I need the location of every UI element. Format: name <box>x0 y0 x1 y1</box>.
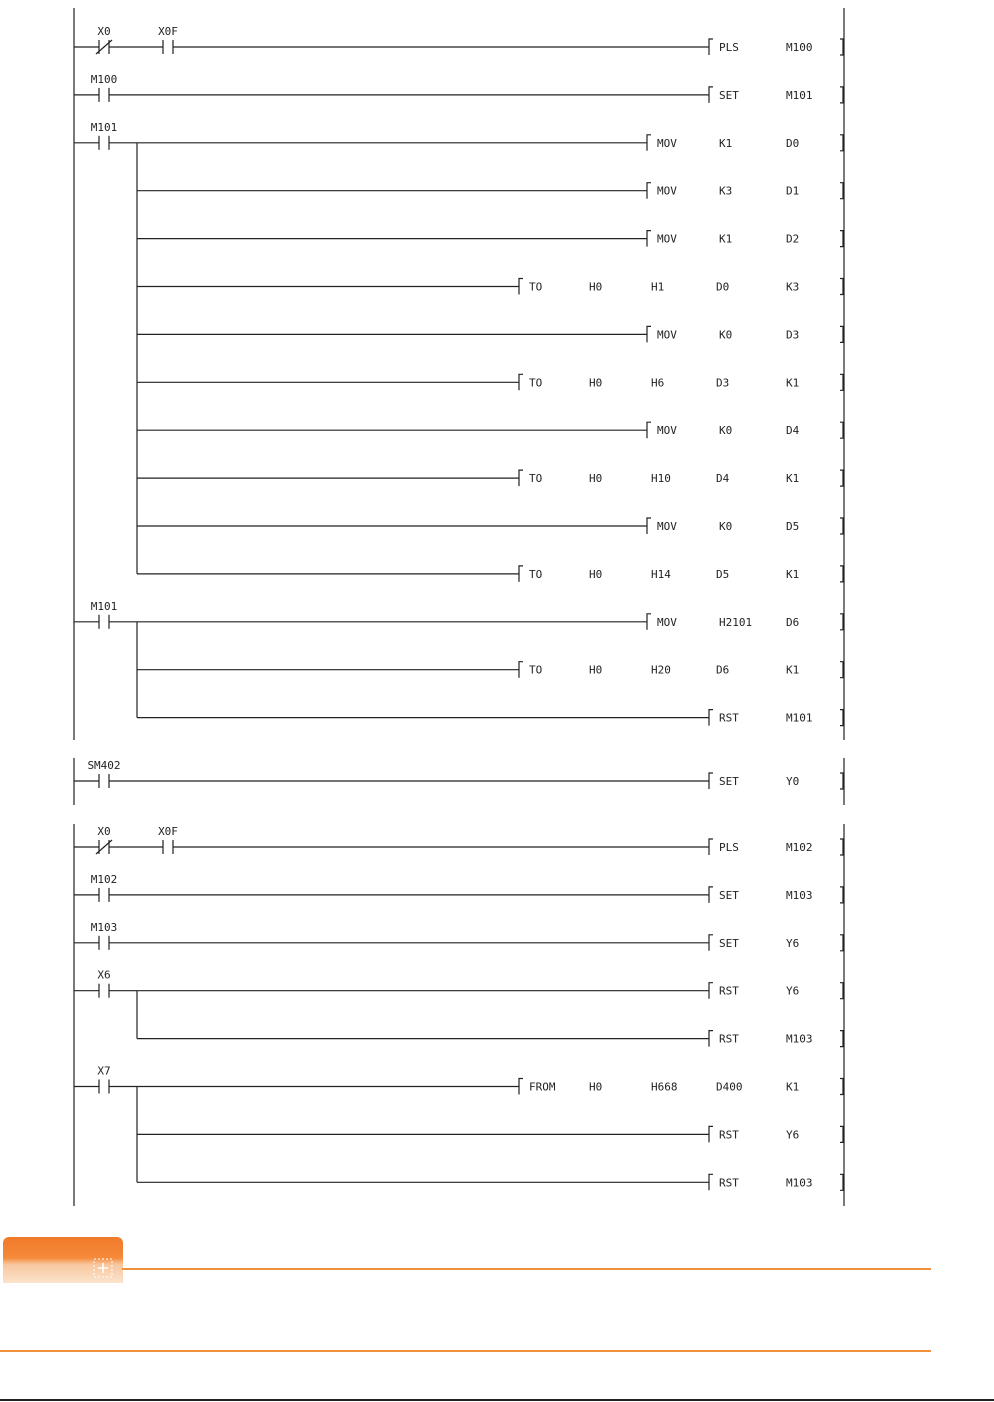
instruction-operand: D2 <box>786 232 800 246</box>
page-footer-rule <box>0 1399 994 1401</box>
instruction-bracket-open <box>519 566 523 582</box>
instruction-operand: D3 <box>786 328 800 342</box>
instruction-mnemonic: TO <box>529 472 543 486</box>
contact-label: X7 <box>97 1064 111 1078</box>
instruction-bracket-open <box>709 1126 713 1142</box>
instruction-bracket-open <box>647 231 651 247</box>
instruction-bracket-close <box>840 773 843 789</box>
instruction-operand: H0 <box>589 1080 603 1094</box>
instruction-operand: D4 <box>716 472 730 486</box>
instruction-bracket-open <box>519 662 523 678</box>
instruction-mnemonic: PLS <box>719 41 739 54</box>
instruction-mnemonic: MOV <box>657 424 677 438</box>
instruction-bracket-close <box>840 422 843 438</box>
instruction-operand: D5 <box>786 520 800 533</box>
instruction-bracket-close <box>840 87 843 103</box>
instruction-operand: D6 <box>716 663 730 677</box>
instruction-operand: M100 <box>786 41 813 54</box>
instruction-bracket-open <box>709 839 713 855</box>
instruction-operand: H0 <box>589 472 603 486</box>
instruction-bracket-close <box>840 935 843 951</box>
instruction-mnemonic: FROM <box>529 1080 556 1094</box>
instruction-mnemonic: MOV <box>657 328 677 342</box>
instruction-bracket-open <box>647 614 651 630</box>
instruction-mnemonic: RST <box>719 1176 739 1190</box>
section-rule-bottom <box>0 1350 931 1352</box>
instruction-mnemonic: TO <box>529 280 543 294</box>
instruction-operand: M103 <box>786 888 813 902</box>
instruction-operand: K3 <box>786 280 800 294</box>
instruction-operand: K1 <box>786 567 800 581</box>
instruction-bracket-close <box>840 983 843 999</box>
contact-label: X0 <box>97 25 111 38</box>
instruction-operand: D400 <box>716 1080 743 1094</box>
instruction-operand: H0 <box>589 567 603 581</box>
instruction-operand: K1 <box>786 472 800 486</box>
instruction-mnemonic: SET <box>719 775 739 788</box>
instruction-mnemonic: MOV <box>657 232 677 246</box>
instruction-operand: H0 <box>589 376 603 390</box>
instruction-bracket-close <box>840 662 843 678</box>
instruction-operand: H14 <box>651 567 671 581</box>
instruction-bracket-close <box>840 1126 843 1142</box>
contact-label: X0 <box>97 825 111 838</box>
instruction-mnemonic: PLS <box>719 841 739 854</box>
instruction-bracket-close <box>840 1031 843 1047</box>
instruction-mnemonic: SET <box>719 936 739 950</box>
instruction-bracket-close <box>840 518 843 534</box>
instruction-bracket-close <box>840 566 843 582</box>
instruction-operand: H2101 <box>719 615 753 629</box>
instruction-mnemonic: TO <box>529 663 543 677</box>
instruction-operand: H6 <box>651 376 665 390</box>
instruction-bracket-close <box>840 887 843 903</box>
section-rule-top <box>122 1268 931 1270</box>
instruction-operand: Y6 <box>786 984 800 998</box>
instruction-operand: D0 <box>786 136 800 150</box>
instruction-operand: K1 <box>786 376 800 390</box>
instruction-bracket-close <box>840 614 843 630</box>
instruction-operand: D0 <box>716 280 730 294</box>
instruction-operand: K1 <box>719 136 733 150</box>
contact-label: SM402 <box>87 759 121 772</box>
instruction-bracket-close <box>840 839 843 855</box>
contact-label: X0F <box>158 25 178 38</box>
instruction-bracket-close <box>840 183 843 199</box>
instruction-mnemonic: TO <box>529 567 543 581</box>
crosshair-icon <box>92 1257 114 1279</box>
instruction-operand: Y6 <box>786 936 800 950</box>
instruction-bracket-open <box>519 279 523 295</box>
instruction-operand: Y0 <box>786 775 800 788</box>
instruction-bracket-open <box>519 1079 523 1095</box>
instruction-operand: H0 <box>589 663 603 677</box>
instruction-bracket-close <box>840 374 843 390</box>
instruction-operand: H668 <box>651 1080 678 1094</box>
instruction-operand: K3 <box>719 184 733 198</box>
contact-label: X0F <box>158 825 178 838</box>
instruction-operand: M101 <box>786 711 813 725</box>
instruction-bracket-open <box>709 1174 713 1190</box>
instruction-operand: M103 <box>786 1032 813 1046</box>
instruction-operand: H0 <box>589 280 603 294</box>
contact-label: M102 <box>90 872 118 886</box>
instruction-operand: M101 <box>786 88 813 102</box>
instruction-bracket-close <box>840 39 843 55</box>
instruction-mnemonic: TO <box>529 376 543 390</box>
instruction-operand: D1 <box>786 184 800 198</box>
instruction-bracket-open <box>709 773 713 789</box>
instruction-operand: H20 <box>651 663 671 677</box>
instruction-bracket-open <box>709 710 713 726</box>
instruction-bracket-close <box>840 1079 843 1095</box>
instruction-mnemonic: RST <box>719 1032 739 1046</box>
instruction-bracket-open <box>647 326 651 342</box>
instruction-operand: D3 <box>716 376 730 390</box>
contact-label: M101 <box>90 120 118 134</box>
contact-label: M101 <box>90 599 118 613</box>
instruction-mnemonic: MOV <box>657 136 677 150</box>
instruction-bracket-close <box>840 1174 843 1190</box>
instruction-bracket-close <box>840 710 843 726</box>
instruction-operand: K0 <box>719 424 733 438</box>
instruction-bracket-close <box>840 231 843 247</box>
instruction-operand: H10 <box>651 472 671 486</box>
instruction-operand: K0 <box>719 328 733 342</box>
instruction-mnemonic: SET <box>719 888 739 902</box>
instruction-operand: M103 <box>786 1176 813 1190</box>
instruction-operand: K0 <box>719 520 733 533</box>
instruction-bracket-open <box>709 1031 713 1047</box>
instruction-operand: D4 <box>786 424 800 438</box>
instruction-bracket-open <box>709 887 713 903</box>
instruction-operand: D6 <box>786 615 800 629</box>
instruction-operand: K1 <box>719 232 733 246</box>
contact-label: M103 <box>90 920 118 934</box>
instruction-bracket-open <box>519 470 523 486</box>
instruction-operand: D5 <box>716 567 730 581</box>
instruction-mnemonic: SET <box>719 88 739 102</box>
instruction-bracket-open <box>519 374 523 390</box>
instruction-bracket-close <box>840 279 843 295</box>
instruction-mnemonic: MOV <box>657 615 677 629</box>
instruction-operand: K1 <box>786 663 800 677</box>
instruction-mnemonic: RST <box>719 984 739 998</box>
instruction-bracket-close <box>840 326 843 342</box>
instruction-operand: H1 <box>651 280 665 294</box>
instruction-bracket-open <box>709 935 713 951</box>
instruction-bracket-open <box>647 422 651 438</box>
instruction-bracket-open <box>647 518 651 534</box>
instruction-mnemonic: RST <box>719 711 739 725</box>
instruction-bracket-open <box>709 983 713 999</box>
instruction-mnemonic: RST <box>719 1128 739 1142</box>
instruction-operand: K1 <box>786 1080 800 1094</box>
instruction-bracket-open <box>709 39 713 55</box>
instruction-bracket-close <box>840 135 843 151</box>
instruction-mnemonic: MOV <box>657 520 677 533</box>
instruction-bracket-open <box>647 183 651 199</box>
contact-label: X6 <box>97 968 111 982</box>
instruction-bracket-open <box>647 135 651 151</box>
instruction-operand: Y6 <box>786 1128 800 1142</box>
instruction-mnemonic: MOV <box>657 184 677 198</box>
contact-label: M100 <box>90 72 118 86</box>
instruction-bracket-open <box>709 87 713 103</box>
instruction-operand: M102 <box>786 841 813 854</box>
instruction-bracket-close <box>840 470 843 486</box>
